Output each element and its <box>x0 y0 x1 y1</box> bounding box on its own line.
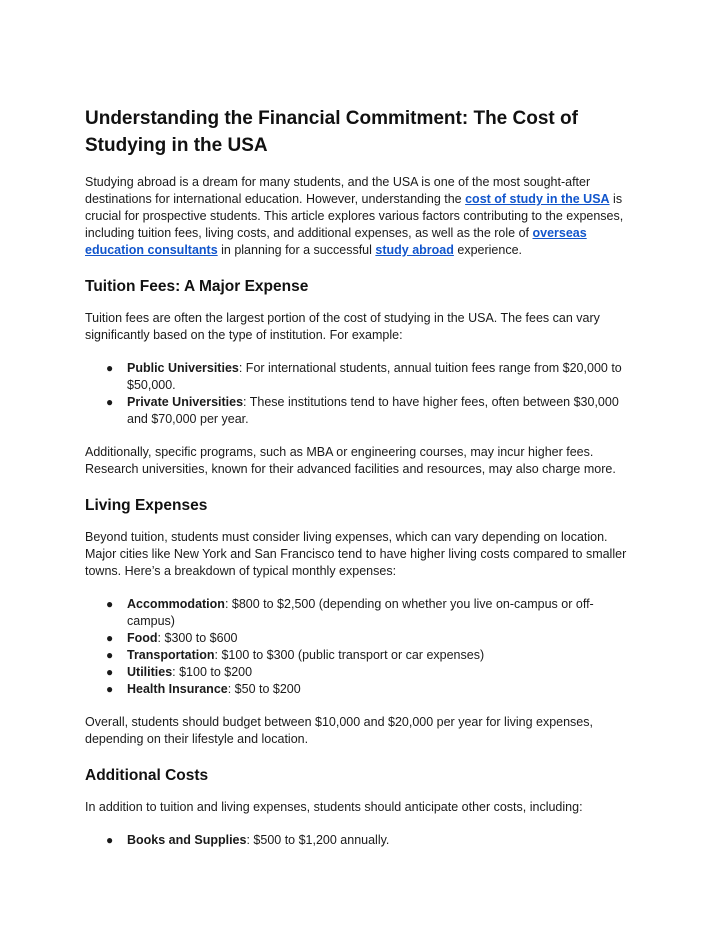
list-item <box>85 664 638 681</box>
bullet-icon: ● <box>106 631 114 645</box>
list-item-text: : For international students, annual tuition fees range from $20,000 to $50,000. <box>127 361 622 392</box>
list-item-term: Food <box>127 631 158 645</box>
list-item <box>85 832 638 849</box>
intro-text-3: in planning for a successful <box>217 243 376 257</box>
bullet-icon: ● <box>106 665 114 679</box>
list-item <box>85 596 638 630</box>
tuition-paragraph-1: Tuition fees are often the largest portion of the cost of studying in the USA. The fees can vary significantly based on the type of institution. For example: <box>85 311 600 342</box>
list-item-term: Public Universities <box>127 361 239 375</box>
list-item-text: : These institutions tend to have higher fees, often between $30,000 and $70,000 per year. <box>127 395 619 426</box>
bullet-icon: ● <box>106 682 114 696</box>
tuition-paragraph-2: Additionally, specific programs, such as MBA or engineering courses, may incur higher fees. Research universities, known for their advanced facilities and resources, may also charge more. <box>85 445 616 476</box>
intro-text-2: is crucial for prospective students. This article explores various factors contributing to the expenses, including tuition fees, living costs, and additional expenses, as well as the role of <box>85 192 624 240</box>
cost-of-study-link[interactable]: cost of study in the USA <box>465 192 610 206</box>
additional-heading: Additional Costs <box>85 767 209 784</box>
bullet-icon: ● <box>106 833 114 847</box>
living-paragraph-1: Beyond tuition, students must consider living expenses, which can vary depending on location. Major cities like New York and San Francisco tend to have higher living costs compared to smaller towns. Here’s a breakdown of typical monthly expenses: <box>85 530 627 578</box>
list-item-text: : $800 to $2,500 (depending on whether you live on-campus or off-campus) <box>127 597 594 628</box>
bullet-icon: ● <box>106 361 114 375</box>
bullet-icon: ● <box>106 648 114 662</box>
list-item <box>85 647 638 664</box>
list-item-text: : $100 to $200 <box>172 665 253 679</box>
list-item <box>85 630 638 647</box>
page-title: Understanding the Financial Commitment: The Cost of Studying in the USA <box>85 108 578 156</box>
tuition-heading: Tuition Fees: A Major Expense <box>85 278 309 295</box>
list-item-text: : $300 to $600 <box>157 631 238 645</box>
living-paragraph-2: Overall, students should budget between $10,000 and $20,000 per year for living expenses, depending on their lifestyle and location. <box>85 715 593 746</box>
intro-paragraph <box>85 174 638 259</box>
list-item-term: Books and Supplies <box>127 833 247 847</box>
list-item-text: : $50 to $200 <box>227 682 301 696</box>
additional-list <box>85 832 638 849</box>
list-item-term: Health Insurance <box>127 682 228 696</box>
list-item-term: Private Universities <box>127 395 244 409</box>
list-item-text: : $100 to $300 (public transport or car expenses) <box>214 648 485 662</box>
tuition-list <box>85 360 638 428</box>
list-item <box>85 394 638 428</box>
living-list <box>85 596 638 698</box>
intro-text-1: Studying abroad is a dream for many students, and the USA is one of the most sought-after destinations for international education. However, understanding the <box>85 175 591 206</box>
list-item-term: Utilities <box>127 665 173 679</box>
bullet-icon: ● <box>106 395 114 409</box>
list-item-term: Accommodation <box>127 597 225 611</box>
list-item <box>85 360 638 394</box>
bullet-icon: ● <box>106 597 114 611</box>
study-abroad-link[interactable]: study abroad <box>375 243 454 257</box>
list-item-term: Transportation <box>127 648 215 662</box>
overseas-consultants-link[interactable]: overseas education consultants <box>85 226 587 257</box>
list-item-text: : $500 to $1,200 annually. <box>246 833 390 847</box>
additional-paragraph-1: In addition to tuition and living expenses, students should anticipate other costs, including: <box>85 800 583 814</box>
list-item <box>85 681 638 698</box>
intro-text-4: experience. <box>453 243 522 257</box>
living-heading: Living Expenses <box>85 497 208 514</box>
